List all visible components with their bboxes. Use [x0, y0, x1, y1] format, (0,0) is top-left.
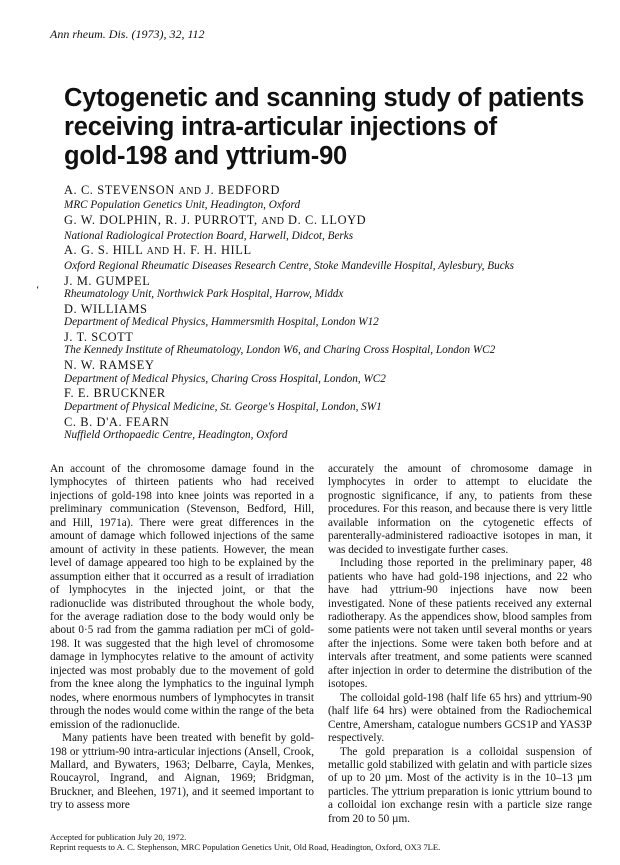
- body-paragraph: Many patients have been treated with benefit by gold-198 or yttrium-90 intra-articular injections (Ansell, Crook, Mallard, and Bywaters, 1963; Delbarre, Cayla, Menkes, Roucayrol, Ingrand, and Aignan, 1969; Bridgman, Bruckner, and Bleehen, 1971), and it seemed important to try to assess more: [50, 732, 314, 812]
- margin-mark: ‘: [36, 285, 40, 296]
- author-names: [64, 415, 604, 429]
- author-name: N. W. RAMSEY: [64, 358, 155, 373]
- author-names: [64, 183, 604, 199]
- title-line-2: receiving intra-articular injections of: [64, 113, 497, 141]
- body-paragraph: An account of the chromosome damage found in the lymphocytes of thirteen patients who had received injections of gold-198 into knee joints was reported in a preliminary communication (Stevenson, Bedford, Hill, and Hill, 1971a). There were great differences in the amount of damage which followed injections of the same amount of activity in these patients. However, the mean level of damage appeared too high to be explained by the assumption either that it occurred as a result of irradiation of lymphocytes in the injected joint, or that the radionuclide was distributed throughout the whole body, for the average radiation dose to the body would only be about 0·5 rad from the gamma radiation per mCi of gold-198. It was suggested that the high level of chromosome damage in lymphocytes relative to the amount of activity injected was most probably due to the movement of gold from the knee along the lymphatics to the inguinal lymph nodes, where enormous numbers of lymphocytes in transit through the nodes would come within the range of the beta emission of the radionuclide.: [50, 463, 314, 731]
- body-paragraph: accurately the amount of chromosome damage in lymphocytes in order to attempt to elucidate the prognostic significance, if any, to patients from these procedures. For this reason, and because there is very little available information on the cytogenetic effects of parenterally-administered radioactive isotopes in man, it was decided to investigate further cases.: [328, 463, 592, 556]
- author-joiner: AND: [261, 216, 285, 228]
- body-paragraph: The gold preparation is a colloidal suspension of metallic gold stabilized with gelatin and with particle sizes of up to 20 µm. Most of the activity is in the 10–13 µm particles. The yttrium preparation is ionic yttrium bound to a colloidal ion exchange resin with a particle size range from 20 to 50 µm.: [328, 745, 592, 825]
- journal-citation: Ann rheum. Dis. (1973), 32, 112: [50, 27, 205, 41]
- author-group: [64, 183, 604, 213]
- body-text: [50, 463, 592, 825]
- author-affiliation: Nuffield Orthopaedic Centre, Headington, Oxford: [64, 429, 288, 442]
- author-affiliation: The Kennedy Institute of Rheumatology, London W6, and Charing Cross Hospital, London WC2: [64, 344, 496, 357]
- author-names: [64, 386, 604, 400]
- author-name: D. C. LLOYD: [288, 213, 367, 228]
- accepted-note: Accepted for publication July 20, 1972.: [50, 832, 187, 842]
- footnote: [50, 832, 440, 852]
- author-name: H. F. H. HILL: [173, 243, 252, 258]
- author-names: [64, 213, 604, 229]
- author-affiliation: Rheumatology Unit, Northwick Park Hospital, Harrow, Middx: [64, 288, 344, 301]
- author-names: [64, 302, 604, 316]
- title-line-3: gold-198 and yttrium-90: [64, 142, 348, 170]
- author-name: C. B. D'A. FEARN: [64, 414, 170, 429]
- author-name: A. G. S. HILL: [64, 243, 143, 258]
- author-name: J. M. GUMPEL: [64, 273, 151, 288]
- author-name: J. BEDFORD: [205, 183, 281, 197]
- author-affiliation: National Radiological Protection Board, Harwell, Didcot, Berks: [64, 229, 354, 242]
- author-name: A. C. STEVENSON: [64, 183, 175, 197]
- author-group: [64, 302, 604, 330]
- author-list: [64, 183, 604, 443]
- paper-title: [64, 84, 594, 171]
- author-joiner: AND: [146, 246, 170, 258]
- author-joiner: AND: [178, 186, 202, 197]
- body-column-left: [50, 463, 314, 813]
- body-paragraph: The colloidal gold-198 (half life 65 hrs) and yttrium-90 (half life 64 hrs) were obtained from the Radiochemical Centre, Amersham, catalogue numbers GCS1P and YAS3P respectively.: [328, 691, 592, 745]
- author-affiliation: Department of Medical Physics, Hammersmith Hospital, London W12: [64, 316, 379, 329]
- body-column-right: [328, 463, 592, 826]
- author-group: [64, 415, 604, 443]
- author-group: [64, 386, 604, 414]
- author-name: F. E. BRUCKNER: [64, 386, 166, 401]
- reprint-note: Reprint requests to A. C. Stephenson, MRC Population Genetics Unit, Old Road, Headington, Oxford, OX3 7LE.: [50, 842, 441, 852]
- title-line-1: Cytogenetic and scanning study of patients: [64, 84, 585, 112]
- author-name: J. T. SCOTT: [64, 330, 134, 345]
- author-affiliation: Oxford Regional Rheumatic Diseases Research Centre, Stoke Mandeville Hospital, Aylesbury, Bucks: [64, 259, 514, 272]
- author-affiliation: MRC Population Genetics Unit, Headington, Oxford: [64, 199, 301, 212]
- author-group: [64, 243, 604, 273]
- author-name: G. W. DOLPHIN, R. J. PURROTT,: [64, 213, 258, 228]
- author-names: [64, 358, 604, 372]
- author-names: [64, 243, 604, 259]
- body-paragraph: Including those reported in the preliminary paper, 48 patients who have had gold-198 injections, and 22 who have had yttrium-90 injections have now been investigated. None of these patients received any external radiotherapy. As the appendices show, blood samples from some patients were not taken until several months or years after the injections. Some were taken both before and at intervals after treatment, and some patients were scanned after injection in order to determine the distribution of the isotopes.: [328, 557, 592, 691]
- author-group: [64, 358, 604, 386]
- author-names: [64, 274, 604, 288]
- author-affiliation: Department of Physical Medicine, St. George's Hospital, London, SW1: [64, 400, 382, 413]
- author-group: [64, 330, 604, 358]
- author-names: [64, 330, 604, 344]
- author-affiliation: Department of Medical Physics, Charing Cross Hospital, London, WC2: [64, 372, 386, 385]
- author-group: [64, 274, 604, 302]
- author-name: D. WILLIAMS: [64, 301, 148, 316]
- author-group: [64, 213, 604, 243]
